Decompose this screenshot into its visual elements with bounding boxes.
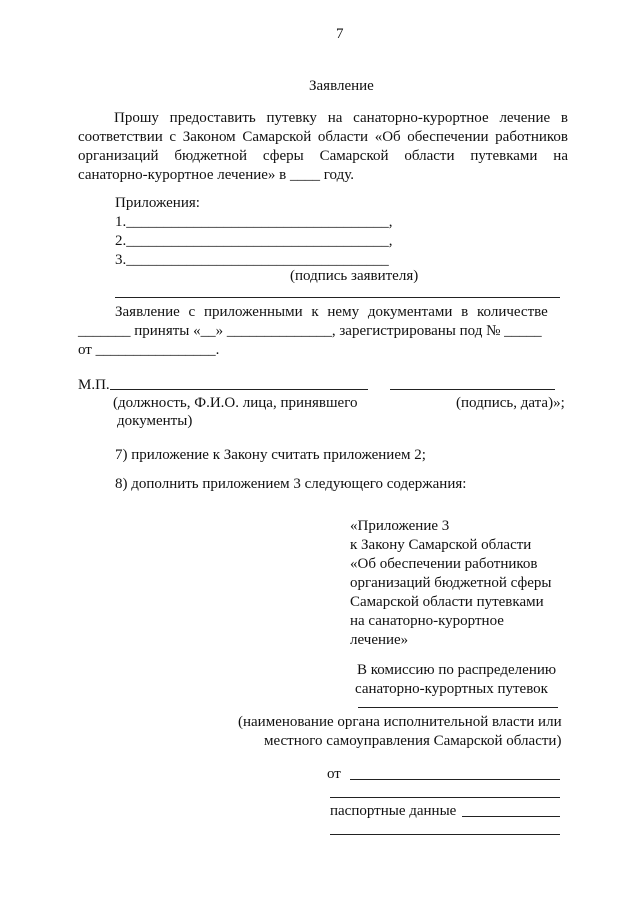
- attachment-item-2: 2.___________________________________,: [115, 233, 393, 249]
- passport-line: [462, 816, 560, 817]
- page-number: 7: [336, 26, 344, 42]
- appendix-line-2: к Закону Самарской области: [350, 537, 532, 553]
- attachment-item-1: 1.___________________________________,: [115, 214, 393, 230]
- appendix-line-5: Самарской области путевками: [350, 594, 544, 610]
- appendix-line-1: «Приложение 3: [350, 518, 450, 534]
- position-caption-2: документы): [117, 413, 193, 429]
- mp-label: М.П.: [78, 377, 110, 393]
- receipt-line-3: от ________________.: [78, 342, 220, 358]
- separator-line: [115, 297, 560, 298]
- signature-date-caption: (подпись, дата)»;: [456, 395, 565, 411]
- appendix-line-6: на санаторно-курортное: [350, 613, 504, 629]
- signature-date-line: [390, 389, 555, 390]
- position-caption-1: (должность, Ф.И.О. лица, принявшего: [113, 395, 358, 411]
- addressee-line-1: В комиссию по распределению: [357, 662, 557, 678]
- appendix-line-4: организаций бюджетной сферы: [350, 575, 552, 591]
- from-line: [350, 779, 560, 780]
- from-label: от: [327, 766, 341, 782]
- appendix-line-7: лечение»: [350, 632, 409, 648]
- amendment-7: 7) приложение к Закону считать приложением 2;: [115, 447, 426, 463]
- addressee-line-2: санаторно-курортных путевок: [355, 681, 548, 697]
- addressee-caption-1: (наименование органа исполнительной власти или: [238, 714, 562, 730]
- receipt-line-2: _______ приняты «__» ______________, зарегистрированы под № _____: [78, 323, 542, 339]
- amendment-8: 8) дополнить приложением 3 следующего содержания:: [115, 476, 467, 492]
- position-line: [110, 389, 368, 390]
- request-paragraph: Прошу предоставить путевку на санаторно-курортное лечение в соответствии с Законом Самарской области «Об обеспечении работников организаций бюджетной сферы Самарской области путевками на санаторно-курортное лечение» в ____ году.: [78, 110, 568, 183]
- from-line-2: [330, 797, 560, 798]
- addressee-caption-2: местного самоуправления Самарской области): [264, 733, 562, 749]
- document-title: Заявление: [309, 78, 374, 94]
- passport-line-2: [330, 834, 560, 835]
- addressee-blank-line: [358, 707, 558, 708]
- receipt-line-1: Заявление с приложенными к нему документами в количестве: [115, 304, 548, 320]
- applicant-signature-caption: (подпись заявителя): [290, 268, 419, 284]
- appendix-line-3: «Об обеспечении работников: [350, 556, 538, 572]
- attachments-heading: Приложения:: [115, 195, 200, 211]
- passport-label: паспортные данные: [330, 803, 457, 819]
- attachment-item-3: 3.___________________________________: [115, 252, 389, 268]
